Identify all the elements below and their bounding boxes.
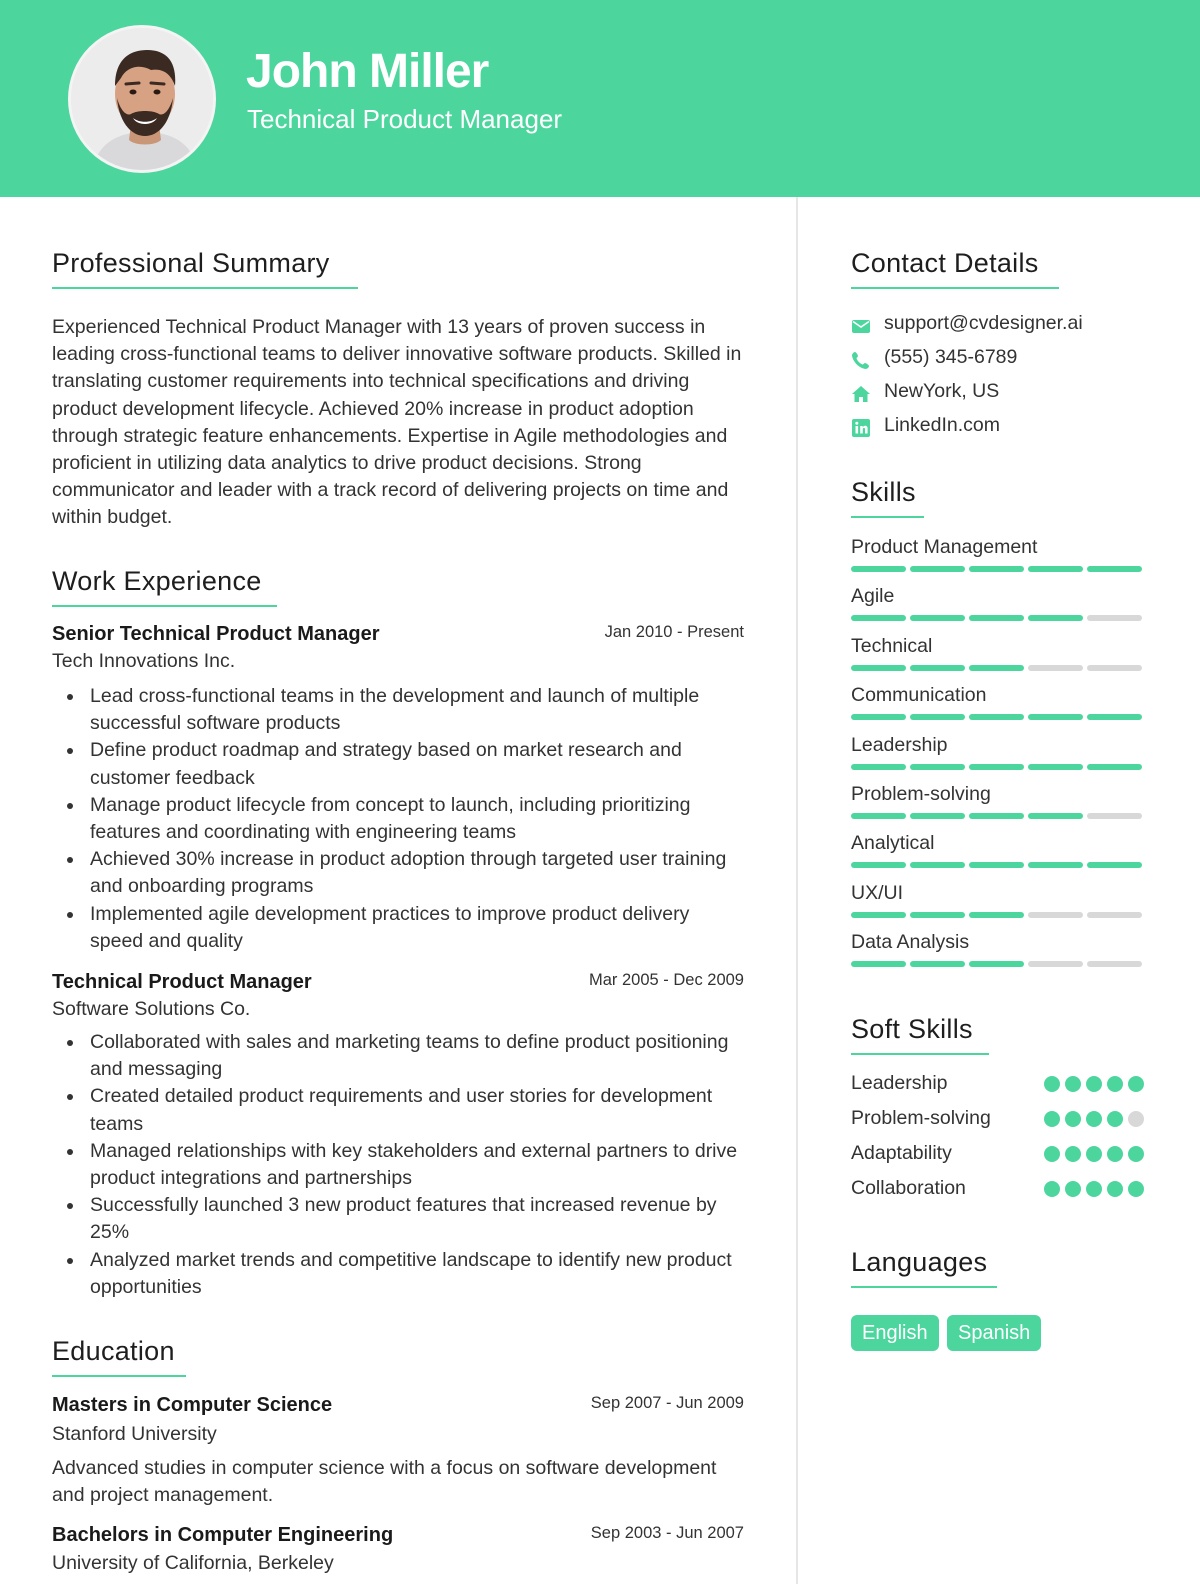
bullet-text: Manage product lifecycle from concept to launch, including prioritizing features and coordinating with engineering teams [90, 793, 691, 844]
summary-heading-rule [52, 287, 358, 289]
skill-level-bar [851, 912, 1146, 918]
avatar-illustration [71, 28, 216, 173]
skill-level-bar [851, 615, 1146, 621]
skill-segment-filled [910, 566, 965, 572]
bullet-text: Created detailed product requirements and user stories for development teams [90, 1085, 713, 1135]
skill-segment-filled [1028, 862, 1083, 868]
profile-photo [68, 25, 216, 173]
phone-icon [851, 350, 871, 370]
skill-segment-filled [851, 566, 906, 572]
skill-name: Data Analysis [851, 931, 970, 954]
skill-segment-filled [1028, 615, 1083, 621]
skill-name: Problem-solving [851, 783, 991, 805]
skill-segment-filled [969, 862, 1024, 868]
contact-text: (555) 345-6789 [884, 346, 1018, 368]
bullet-dot [67, 1040, 73, 1046]
skill-segment-filled [969, 961, 1024, 967]
soft-skill-row [851, 1177, 1151, 1211]
contact-phone[interactable] [851, 346, 1151, 376]
rating-dot-filled [1044, 1181, 1060, 1197]
skill-row [851, 585, 1151, 633]
job-bullets [52, 1029, 744, 1301]
bullet-dot [67, 1258, 73, 1264]
education-heading: Education [52, 1336, 175, 1366]
experience-heading: Work Experience [52, 566, 262, 596]
bullet-dot [67, 1149, 73, 1155]
linkedin-icon [851, 418, 871, 438]
rating-dot-filled [1107, 1076, 1123, 1092]
bullet-dot [67, 803, 73, 809]
rating-dot-filled [1086, 1146, 1102, 1162]
skill-name: Analytical [851, 832, 935, 855]
school-name: University of California, Berkeley [52, 1552, 334, 1574]
skill-segment-filled [969, 764, 1024, 770]
skill-level-bar [851, 764, 1146, 770]
degree-title: Masters in Computer Science [52, 1394, 333, 1416]
soft-skill-row [851, 1107, 1151, 1141]
skill-level-bar [851, 665, 1146, 671]
rating-dot-empty [1128, 1111, 1144, 1127]
column-divider [796, 197, 798, 1584]
contact-text: LinkedIn.com [884, 414, 1000, 436]
skill-row [851, 536, 1151, 584]
rating-dot-filled [1065, 1076, 1081, 1092]
education-heading-rule [52, 1375, 186, 1377]
skill-segment-filled [1087, 764, 1142, 770]
bullet-dot [67, 694, 73, 700]
skill-segment-filled [1028, 813, 1083, 819]
skill-segment-filled [910, 961, 965, 967]
skill-level-bar [851, 813, 1146, 819]
soft-skill-rating [1044, 1111, 1149, 1127]
bullet-text: Implemented agile development practices to improve product delivery speed and quality [90, 902, 690, 952]
list-item [52, 1138, 744, 1192]
contact-text: NewYork, US [884, 380, 1000, 402]
rating-dot-filled [1065, 1146, 1081, 1162]
candidate-name: John Miller [246, 45, 489, 98]
bullet-text: Managed relationships with key stakeholders and external partners to drive product integrations and partnerships [90, 1139, 738, 1190]
skill-segment-empty [1087, 813, 1142, 819]
list-item [52, 1083, 744, 1137]
rating-dot-filled [1065, 1181, 1081, 1197]
skill-segment-empty [1087, 615, 1142, 621]
list-item [52, 737, 744, 791]
job-company: Software Solutions Co. [52, 998, 251, 1020]
summary-heading: Professional Summary [52, 248, 330, 278]
skill-segment-filled [910, 862, 965, 868]
candidate-title: Technical Product Manager [247, 104, 563, 134]
list-item [52, 846, 744, 900]
skill-level-bar [851, 566, 1146, 572]
skill-segment-filled [1087, 714, 1142, 720]
skill-level-bar [851, 961, 1146, 967]
rating-dot-filled [1107, 1181, 1123, 1197]
contact-location[interactable] [851, 380, 1151, 410]
skills-heading: Skills [851, 477, 916, 507]
skill-row [851, 734, 1151, 782]
language-tag: Spanish [947, 1315, 1041, 1351]
rating-dot-filled [1086, 1181, 1102, 1197]
skill-segment-filled [1028, 714, 1083, 720]
degree-dates: Sep 2003 - Jun 2007 [590, 1524, 744, 1542]
skill-row [851, 832, 1151, 880]
skill-segment-empty [1028, 665, 1083, 671]
skill-row [851, 882, 1151, 930]
skill-segment-filled [851, 813, 906, 819]
skill-segment-filled [910, 714, 965, 720]
skill-segment-filled [969, 813, 1024, 819]
skill-segment-filled [851, 665, 906, 671]
rating-dot-filled [1128, 1181, 1144, 1197]
skill-segment-empty [1028, 961, 1083, 967]
soft-skill-row [851, 1072, 1151, 1106]
school-name: Stanford University [52, 1423, 217, 1445]
soft-skills-heading-rule [851, 1053, 989, 1055]
skill-segment-filled [1087, 862, 1142, 868]
skill-name: Communication [851, 684, 987, 707]
degree-description: Advanced studies in computer science with a focus on software development and project management. [52, 1457, 717, 1507]
list-item [52, 683, 744, 737]
rating-dot-filled [1044, 1146, 1060, 1162]
skill-segment-filled [851, 961, 906, 967]
contact-heading-rule [851, 287, 1059, 289]
soft-skill-name: Problem-solving [851, 1107, 991, 1129]
skill-segment-empty [1087, 961, 1142, 967]
skill-name: Technical [851, 634, 933, 657]
rating-dot-filled [1044, 1076, 1060, 1092]
resume-header [0, 0, 1200, 197]
rating-dot-filled [1065, 1111, 1081, 1127]
skill-segment-filled [910, 912, 965, 918]
skill-segment-filled [969, 912, 1024, 918]
soft-skill-name: Collaboration [851, 1177, 966, 1199]
job-dates: Mar 2005 - Dec 2009 [588, 971, 744, 989]
languages-heading-rule [851, 1286, 997, 1288]
list-item [52, 1029, 744, 1083]
summary-text: Experienced Technical Product Manager with 13 years of proven success in leading cross-functional teams to deliver innovative software products. Skilled in translating customer requirements into technical specifications and driving product development lifecycle. Achieved 20% increase in product adoption through strategic feature enhancements. Expertise in Agile methodologies and proficient in utilizing data analytics to drive product decisions. Strong communicator and leader with a track record of delivering projects on time and within budget. [52, 316, 742, 529]
degree-dates: Sep 2007 - Jun 2009 [590, 1394, 744, 1412]
bullet-dot [67, 857, 73, 863]
soft-skill-name: Leadership [851, 1072, 948, 1094]
soft-skill-rating [1044, 1076, 1149, 1092]
job-title: Senior Technical Product Manager [52, 623, 380, 645]
skill-segment-filled [851, 764, 906, 770]
rating-dot-filled [1044, 1111, 1060, 1127]
skill-segment-filled [1028, 764, 1083, 770]
rating-dot-filled [1086, 1111, 1102, 1127]
skill-segment-filled [910, 764, 965, 770]
skill-segment-filled [969, 566, 1024, 572]
skill-segment-filled [851, 714, 906, 720]
soft-skill-name: Adaptability [851, 1142, 952, 1164]
skill-segment-filled [910, 665, 965, 671]
soft-skill-rating [1044, 1181, 1149, 1197]
skill-segment-filled [851, 615, 906, 621]
skill-segment-empty [1087, 912, 1142, 918]
soft-skill-rating [1044, 1146, 1149, 1162]
language-tag: English [851, 1315, 939, 1351]
skill-segment-filled [851, 862, 906, 868]
home-icon [851, 384, 871, 404]
list-item [52, 1247, 744, 1301]
soft-skills-heading: Soft Skills [851, 1014, 973, 1044]
bullet-dot [67, 1094, 73, 1100]
job-company: Tech Innovations Inc. [52, 650, 236, 672]
skill-segment-empty [1087, 665, 1142, 671]
contact-text: support@cvdesigner.ai [884, 312, 1083, 334]
rating-dot-filled [1107, 1111, 1123, 1127]
list-item [52, 1192, 744, 1246]
skill-name: Agile [851, 585, 895, 608]
skill-row [851, 635, 1151, 683]
bullet-text: Achieved 30% increase in product adoption through targeted user training and onboarding programs [90, 848, 727, 898]
skill-segment-filled [910, 615, 965, 621]
job-bullets [52, 683, 744, 955]
rating-dot-filled [1107, 1146, 1123, 1162]
contact-linkedin[interactable] [851, 414, 1151, 444]
rating-dot-filled [1128, 1076, 1144, 1092]
skill-level-bar [851, 862, 1146, 868]
experience-heading-rule [52, 605, 277, 607]
rating-dot-filled [1086, 1076, 1102, 1092]
contact-heading: Contact Details [851, 248, 1039, 278]
skill-segment-filled [1028, 566, 1083, 572]
skill-segment-filled [969, 615, 1024, 621]
skill-segment-filled [851, 912, 906, 918]
skills-heading-rule [851, 516, 924, 518]
skill-name: Product Management [851, 536, 1038, 558]
bullet-text: Analyzed market trends and competitive landscape to identify new product opportunities [90, 1248, 732, 1298]
skill-segment-filled [910, 813, 965, 819]
job-dates: Jan 2010 - Present [604, 623, 744, 641]
rating-dot-filled [1128, 1146, 1144, 1162]
list-item [52, 901, 744, 955]
skill-segment-empty [1028, 912, 1083, 918]
job-title: Technical Product Manager [52, 971, 312, 993]
skill-segment-filled [969, 714, 1024, 720]
skill-row [851, 783, 1151, 831]
skill-name: Leadership [851, 733, 948, 756]
skill-row [851, 931, 1151, 979]
bullet-text: Successfully launched 3 new product features that increased revenue by 25% [90, 1194, 717, 1244]
bullet-dot [67, 1203, 73, 1209]
bullet-text: Collaborated with sales and marketing teams to define product positioning and messaging [90, 1031, 729, 1081]
envelope-icon [851, 316, 871, 336]
soft-skill-row [851, 1142, 1151, 1176]
languages-heading: Languages [851, 1247, 988, 1277]
skill-name: UX/UI [851, 881, 904, 904]
contact-email[interactable] [851, 312, 1151, 342]
bullet-text: Lead cross-functional teams in the development and launch of multiple successful software products [90, 685, 700, 735]
skill-row [851, 684, 1151, 732]
bullet-dot [67, 912, 73, 918]
skill-segment-filled [1087, 566, 1142, 572]
bullet-text: Define product roadmap and strategy based on market research and customer feedback [90, 739, 682, 789]
degree-title: Bachelors in Computer Engineering [52, 1524, 394, 1546]
list-item [52, 792, 744, 846]
bullet-dot [67, 748, 73, 754]
skill-segment-filled [969, 665, 1024, 671]
skill-level-bar [851, 714, 1146, 720]
languages-list [851, 1315, 1151, 1351]
